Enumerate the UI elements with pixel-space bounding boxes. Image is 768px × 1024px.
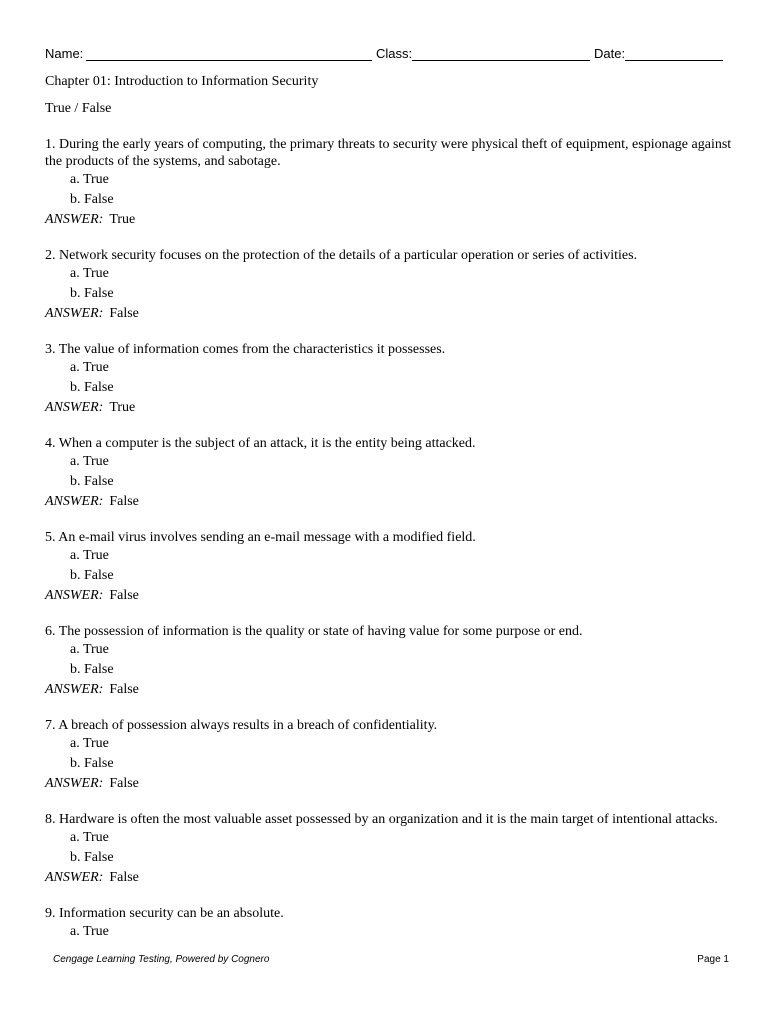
question-item — [45, 905, 735, 942]
footer-publisher: Cengage Learning Testing, Powered by Cognero — [53, 954, 270, 965]
answer-line — [45, 210, 735, 230]
class-label: Class: — [376, 46, 413, 61]
question-item — [45, 811, 735, 888]
answer-option: b. False — [70, 474, 114, 489]
question-item — [45, 529, 735, 606]
answer-option: a. True — [70, 736, 109, 751]
question-text: 7. A breach of possession always results in a breach of confidentiality. — [45, 718, 438, 733]
answer-option: b. False — [70, 380, 114, 395]
student-info-header — [45, 44, 725, 64]
question-item — [45, 341, 735, 418]
answer-label: ANSWER: — [45, 776, 104, 791]
answer-option: a. True — [70, 266, 109, 281]
section-title: True / False — [45, 101, 112, 116]
answer-label: ANSWER: — [45, 870, 104, 885]
question-text: 4. When a computer is the subject of an attack, it is the entity being attacked. — [45, 436, 476, 451]
answer-option: a. True — [70, 924, 109, 939]
answer-option: b. False — [70, 756, 114, 771]
answer-value: False — [109, 494, 139, 509]
answer-label: ANSWER: — [45, 588, 104, 603]
question-text: 2. Network security focuses on the protection of the details of a particular operation or series of activities. — [45, 248, 638, 263]
question-item — [45, 136, 735, 230]
class-blank-line — [412, 60, 590, 61]
question-item — [45, 717, 735, 794]
answer-label: ANSWER: — [45, 212, 104, 227]
answer-option: a. True — [70, 830, 109, 845]
answer-line — [45, 398, 735, 418]
question-text: 1. During the early years of computing, the primary threats to security were physical theft of equipment, espionage against the products of the systems, and sabotage. — [45, 137, 732, 169]
answer-label: ANSWER: — [45, 494, 104, 509]
answer-line — [45, 304, 735, 324]
answer-option: a. True — [70, 642, 109, 657]
answer-line — [45, 586, 735, 606]
answer-option: b. False — [70, 662, 114, 677]
answer-label: ANSWER: — [45, 400, 104, 415]
answer-option: a. True — [70, 360, 109, 375]
question-text: 6. The possession of information is the quality or state of having value for some purpose or end. — [45, 624, 583, 639]
answer-value: True — [109, 212, 136, 227]
answer-value: False — [109, 588, 139, 603]
answer-label: ANSWER: — [45, 306, 104, 321]
question-text: 3. The value of information comes from the characteristics it possesses. — [45, 342, 446, 357]
answer-option: b. False — [70, 192, 114, 207]
date-blank-line — [625, 60, 723, 61]
date-label: Date: — [594, 46, 626, 61]
name-blank-line — [86, 60, 372, 61]
question-item — [45, 247, 735, 324]
footer-page-number: Page 1 — [697, 954, 729, 965]
question-item — [45, 435, 735, 512]
question-item — [45, 623, 735, 700]
answer-value: True — [109, 400, 136, 415]
question-text: 9. Information security can be an absolute. — [45, 906, 284, 921]
answer-line — [45, 680, 735, 700]
answer-line — [45, 774, 735, 794]
answer-option: a. True — [70, 172, 109, 187]
answer-label: ANSWER: — [45, 682, 104, 697]
question-text: 5. An e-mail virus involves sending an e-mail message with a modified field. — [45, 530, 476, 545]
chapter-title: Chapter 01: Introduction to Information Security — [45, 74, 319, 89]
question-text: 8. Hardware is often the most valuable asset possessed by an organization and it is the main target of intentional attacks. — [45, 812, 718, 827]
answer-line — [45, 492, 735, 512]
answer-option: b. False — [70, 568, 114, 583]
answer-value: False — [109, 870, 139, 885]
answer-option: b. False — [70, 286, 114, 301]
answer-option: a. True — [70, 548, 109, 563]
answer-value: False — [109, 306, 139, 321]
answer-option: a. True — [70, 454, 109, 469]
answer-option: b. False — [70, 850, 114, 865]
answer-value: False — [109, 776, 139, 791]
name-label: Name: — [45, 46, 84, 61]
question-list — [45, 136, 735, 959]
answer-value: False — [109, 682, 139, 697]
answer-line — [45, 868, 735, 888]
